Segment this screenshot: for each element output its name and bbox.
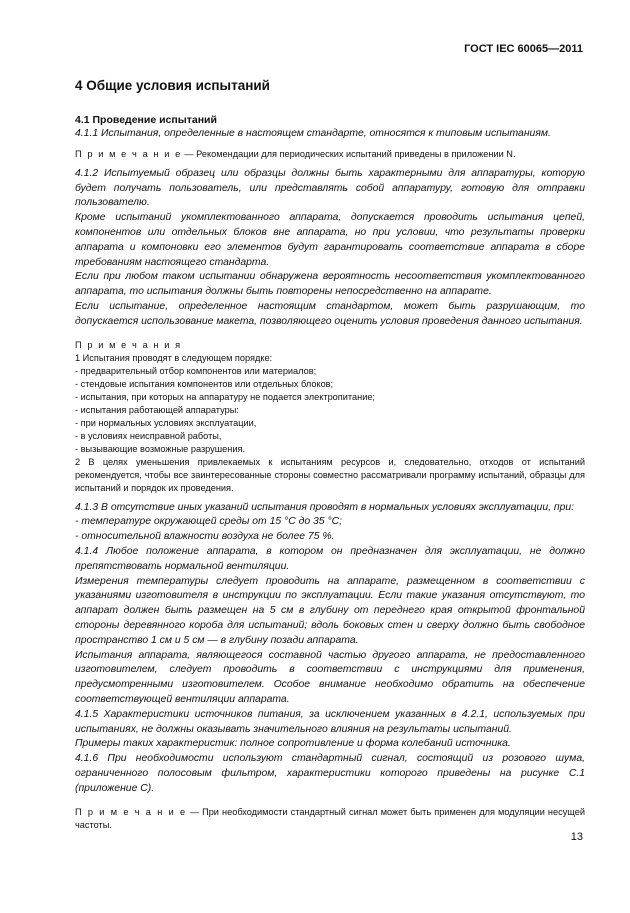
notes-item: - испытания работающей аппаратуры: (75, 404, 239, 415)
notes-item: - предварительный отбор компонентов или материалов; (75, 365, 317, 376)
notes-item: - вызывающие возможные разрушения. (75, 443, 245, 454)
paragraph-4-1-2-d: Если испытание, определенное настоящим стандартом, может быть разрушающим, то допускается использование макета, позволяющего оценить условия проведения данного испытания. (75, 300, 585, 327)
note-1 (75, 148, 585, 161)
notes-item: 1 Испытания проводят в следующем порядке: (75, 352, 273, 363)
notes-item: - стендовые испытания компонентов или отдельных блоков; (75, 378, 334, 389)
page-content (75, 78, 585, 832)
notes-item: - в условиях неисправной работы, (75, 430, 222, 441)
note-2-label: П р и м е ч а н и е (75, 806, 187, 817)
paragraph-4-1-6: 4.1.6 При необходимости используют стандартный сигнал, состоящий из розового шума, ограниченного полосовым фильтром, характеристики которого приведены на рисунке С.1 (приложение С). (75, 753, 585, 794)
paragraph-4-1-2-b: Кроме испытаний укомплектованного аппарата, допускается проводить испытания цепей, компонентов или отдельных блоков вне аппарата, но при условии, что результаты проверки аппарата и компоновки его элементов будут гарантировать соответствие аппарата в сборе требованиям настоящего стандарта. (75, 212, 585, 268)
note-1-text: — Рекомендации для периодических испытаний приведены в приложении N. (181, 148, 516, 159)
paragraph-4-1-4-c: Испытания аппарата, являющегося составной частью другого аппарата, не предоставленного изготовителем, следует проводить в соответствии с инструкциями для применения, предусмотренными изготовителем. Особое внимание необходимо обратить на обеспечение соответствующей вентиляции аппарата. (75, 649, 585, 705)
note-1-label: П р и м е ч а н и е (75, 148, 182, 159)
paragraph-4-1-3: 4.1.3 В отсутствие иных указаний испытания проводят в нормальных условиях эксплуатации, при: (75, 501, 575, 513)
notes-item: - испытания, при которых на аппаратуру не подается электропитание; (75, 391, 375, 402)
paragraph-4-1-4-b: Измерения температуры следует проводить на аппарате, размещенном в соответствии с указаниями изготовителя в инструкции по эксплуатации. Если такие указания отсутствуют, то аппарат должен быть размещен на 5 см в глубину от переднего края открытой фронтальной стороны деревянного короба для испытаний; вдоль боковых стен и сверху должно быть свободное пространство 1 см и 5 см — в глубину позади аппарата. (75, 575, 585, 646)
notes-label: П р и м е ч а н и я (75, 339, 182, 350)
paragraph-4-1-3-b: - относительной влажности воздуха не более 75 %. (75, 531, 335, 543)
document-header: ГОСТ IEC 60065—2011 (464, 43, 583, 55)
page-number: 13 (570, 831, 583, 843)
paragraph-4-1-5: 4.1.5 Характеристики источников питания, за исключением указанных в 4.2.1, используемых при испытаниях, не должны оказывать значительного влияния на результаты испытаний. (75, 708, 585, 735)
paragraph-4-1-2: 4.1.2 Испытуемый образец или образцы должны быть характерными для аппаратуры, которую будет получать пользователь, или представлять собой аппаратуру, готовую для отправки пользователю. (75, 167, 585, 209)
subsection-title: 4.1 Проведение испытаний (75, 114, 217, 126)
note-2-text: — При необходимости стандартный сигнал может быть применен для модуляции несущей частоты. (75, 806, 586, 830)
section-title: 4 Общие условия испытаний (75, 78, 270, 93)
paragraph-4-1-3-a: - температуре окружающей среды от 15 °С до 35 °С; (75, 516, 342, 528)
notes-item: 2 В целях уменьшения привлекаемых к испытаниям ресурсов и, следовательно, отходов от испытаний рекомендуется, чтобы все заинтересованные стороны совместно рассматривали программу испытаний, образцы для испытаний и порядок их проведения. (75, 456, 585, 493)
notes-item: - при нормальных условиях эксплуатации, (75, 417, 257, 428)
notes-block (75, 339, 585, 495)
paragraph-4-1-1: 4.1.1 Испытания, определенные в настоящем стандарте, относятся к типовым испытаниям. (75, 128, 551, 139)
note-2 (75, 806, 585, 832)
paragraph-4-1-5-b: Примеры таких характеристик: полное сопротивление и форма колебаний источника. (75, 738, 511, 750)
paragraph-4-1-2-c: Если при любом таком испытании обнаружена вероятность несоответствия укомплектованного аппарата, то испытания должны быть повторены непосредственно на аппарате. (75, 271, 585, 298)
paragraph-4-1-4: 4.1.4 Любое положение аппарата, в котором он предназначен для эксплуатации, не должно препятствовать нормальной вентиляции. (75, 545, 585, 572)
